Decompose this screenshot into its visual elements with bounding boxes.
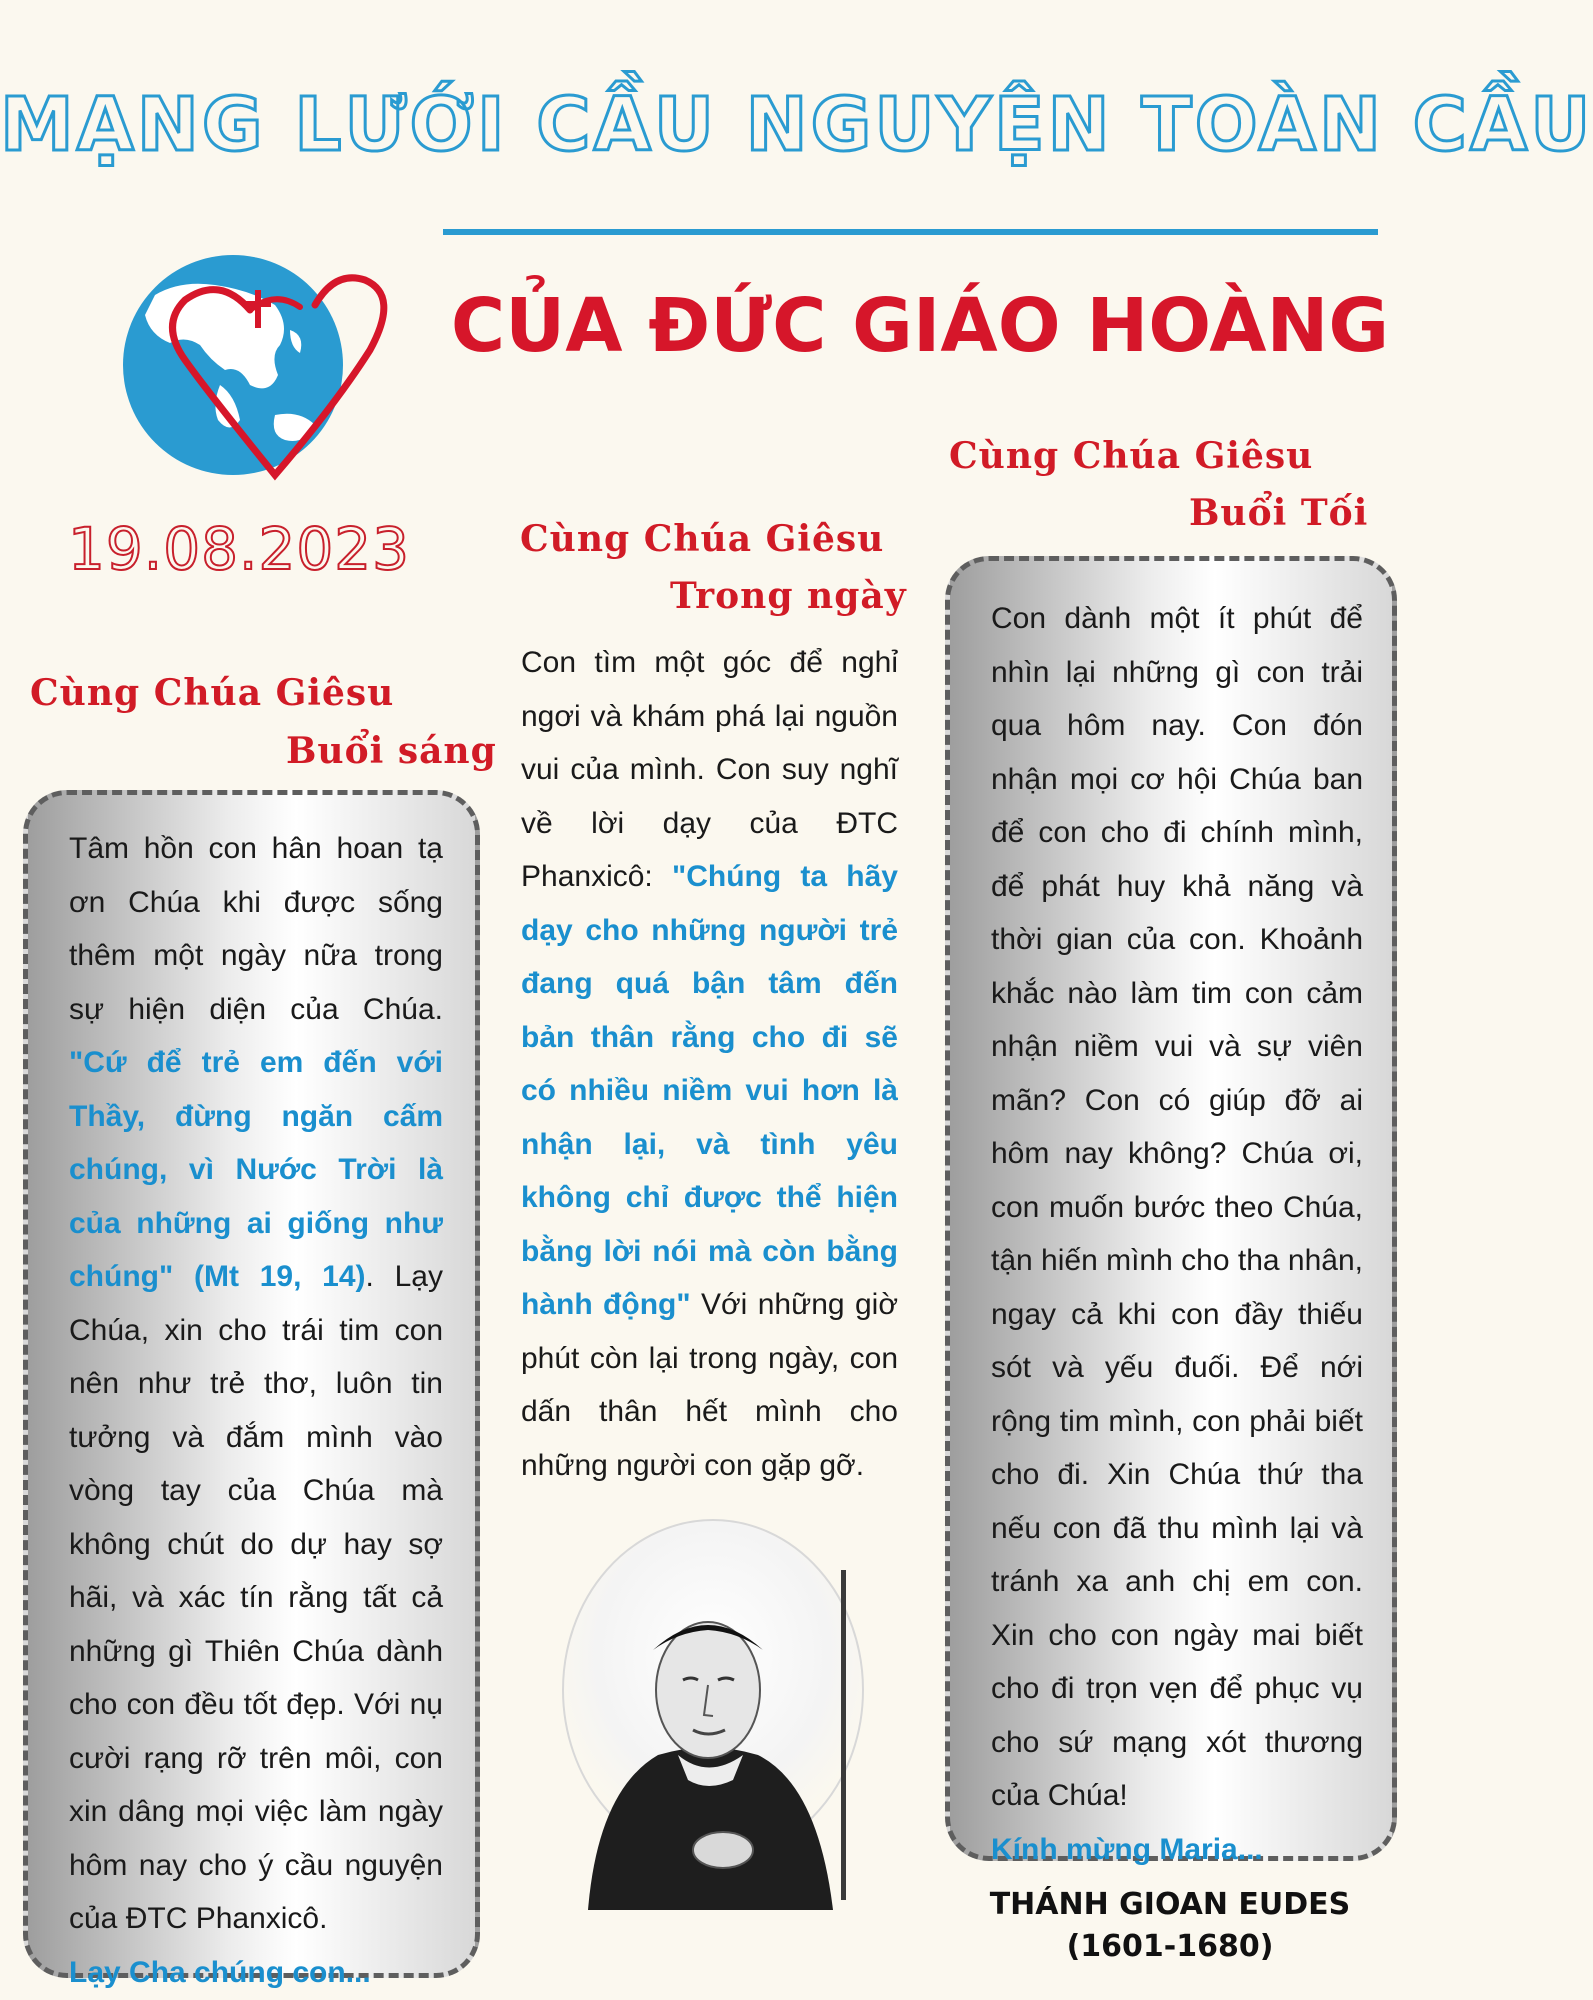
day-quote: "Chúng ta hãy dạy cho những người trẻ đang quá bận tâm đến bản thân rằng cho đi sẽ có nhiều niềm vui hơn là nhận lại, và tình yêu không chỉ được thể hiện bằng lời nói mà còn bằng hành động": [521, 860, 898, 1321]
day-heading-line2: Trong ngày: [670, 575, 907, 617]
morning-text: [69, 822, 443, 1999]
page-subtitle: CỦA ĐỨC GIÁO HOÀNG: [450, 283, 1390, 369]
morning-text-intro: Tâm hồn con hân hoan tạ ơn Chúa khi được sống thêm một ngày nữa trong sự hiện diện của Chúa.: [69, 832, 443, 1026]
evening-heading-line2: Buổi Tối: [1189, 492, 1369, 534]
page-title: MẠNG LƯỚI CẦU NGUYỆN TOÀN CẦU: [0, 82, 1593, 168]
morning-heading-line2: Buổi sáng: [286, 730, 497, 772]
saint-name: THÁNH GIOAN EUDES: [989, 1887, 1351, 1922]
day-text-intro: Con tìm một góc để nghỉ ngơi và khám phá lại nguồn vui của mình. Con suy nghĩ về lời dạy của ĐTC Phanxicô:: [521, 646, 898, 893]
evening-heading-line1: Cùng Chúa Giêsu: [949, 435, 1314, 477]
date: 19.08.2023: [68, 515, 411, 583]
morning-quote: "Cứ để trẻ em đến với Thầy, đừng ngăn cấm chúng, vì Nước Trời là của những ai giống như chúng" (Mt 19, 14): [69, 1046, 443, 1293]
day-text-body: Với những giờ phút còn lại trong ngày, con dấn thân hết mình cho những người con gặp gỡ.: [521, 1288, 898, 1482]
day-heading-line1: Cùng Chúa Giêsu: [520, 518, 885, 560]
evening-text: [991, 592, 1363, 1876]
evening-text-body: Con dành một ít phút để nhìn lại những gì con trải qua hôm nay. Con đón nhận mọi cơ hội Chúa ban để con cho đi chính mình, để phát huy khả năng và thời gian của con. Khoảnh khắc nào làm tim con cảm nhận niềm vui và sự viên mãn? Con có giúp đỡ ai hôm nay không? Chúa ơi, con muốn bước theo Chúa, tận hiến mình cho tha nhân, ngay cả khi con đầy thiếu sót và yếu đuối. Để nới rộng tim mình, con phải biết cho đi. Xin Chúa thứ tha nếu con đã thu mình lại và tránh xa anh chị em con. Xin cho con ngày mai biết cho đi trọn vẹn để phục vụ cho sứ mạng xót thương của Chúa!: [991, 602, 1363, 1812]
globe-heart-logo-icon: [100, 235, 400, 480]
saint-caption: [960, 1884, 1380, 1968]
morning-closing: Lạy Cha chúng con...: [69, 1955, 371, 1989]
saint-years: (1601-1680): [1066, 1929, 1274, 1964]
title-divider: [443, 229, 1378, 235]
day-text: [521, 636, 898, 1492]
evening-closing: Kính mừng Maria...: [991, 1832, 1263, 1866]
morning-text-body: . Lạy Chúa, xin cho trái tim con nên như trẻ thơ, luôn tin tưởng và đắm mình vào vòng tay của Chúa mà không chút do dự hay sợ hãi, và xác tín rằng tất cả những gì Thiên Chúa dành cho con đều tốt đẹp. Với nụ cười rạng rỡ trên môi, con xin dâng mọi việc làm ngày hôm nay cho ý cầu nguyện của ĐTC Phanxicô.: [69, 1260, 443, 1935]
saint-portrait-icon: [548, 1530, 866, 1910]
morning-heading-line1: Cùng Chúa Giêsu: [30, 672, 395, 714]
